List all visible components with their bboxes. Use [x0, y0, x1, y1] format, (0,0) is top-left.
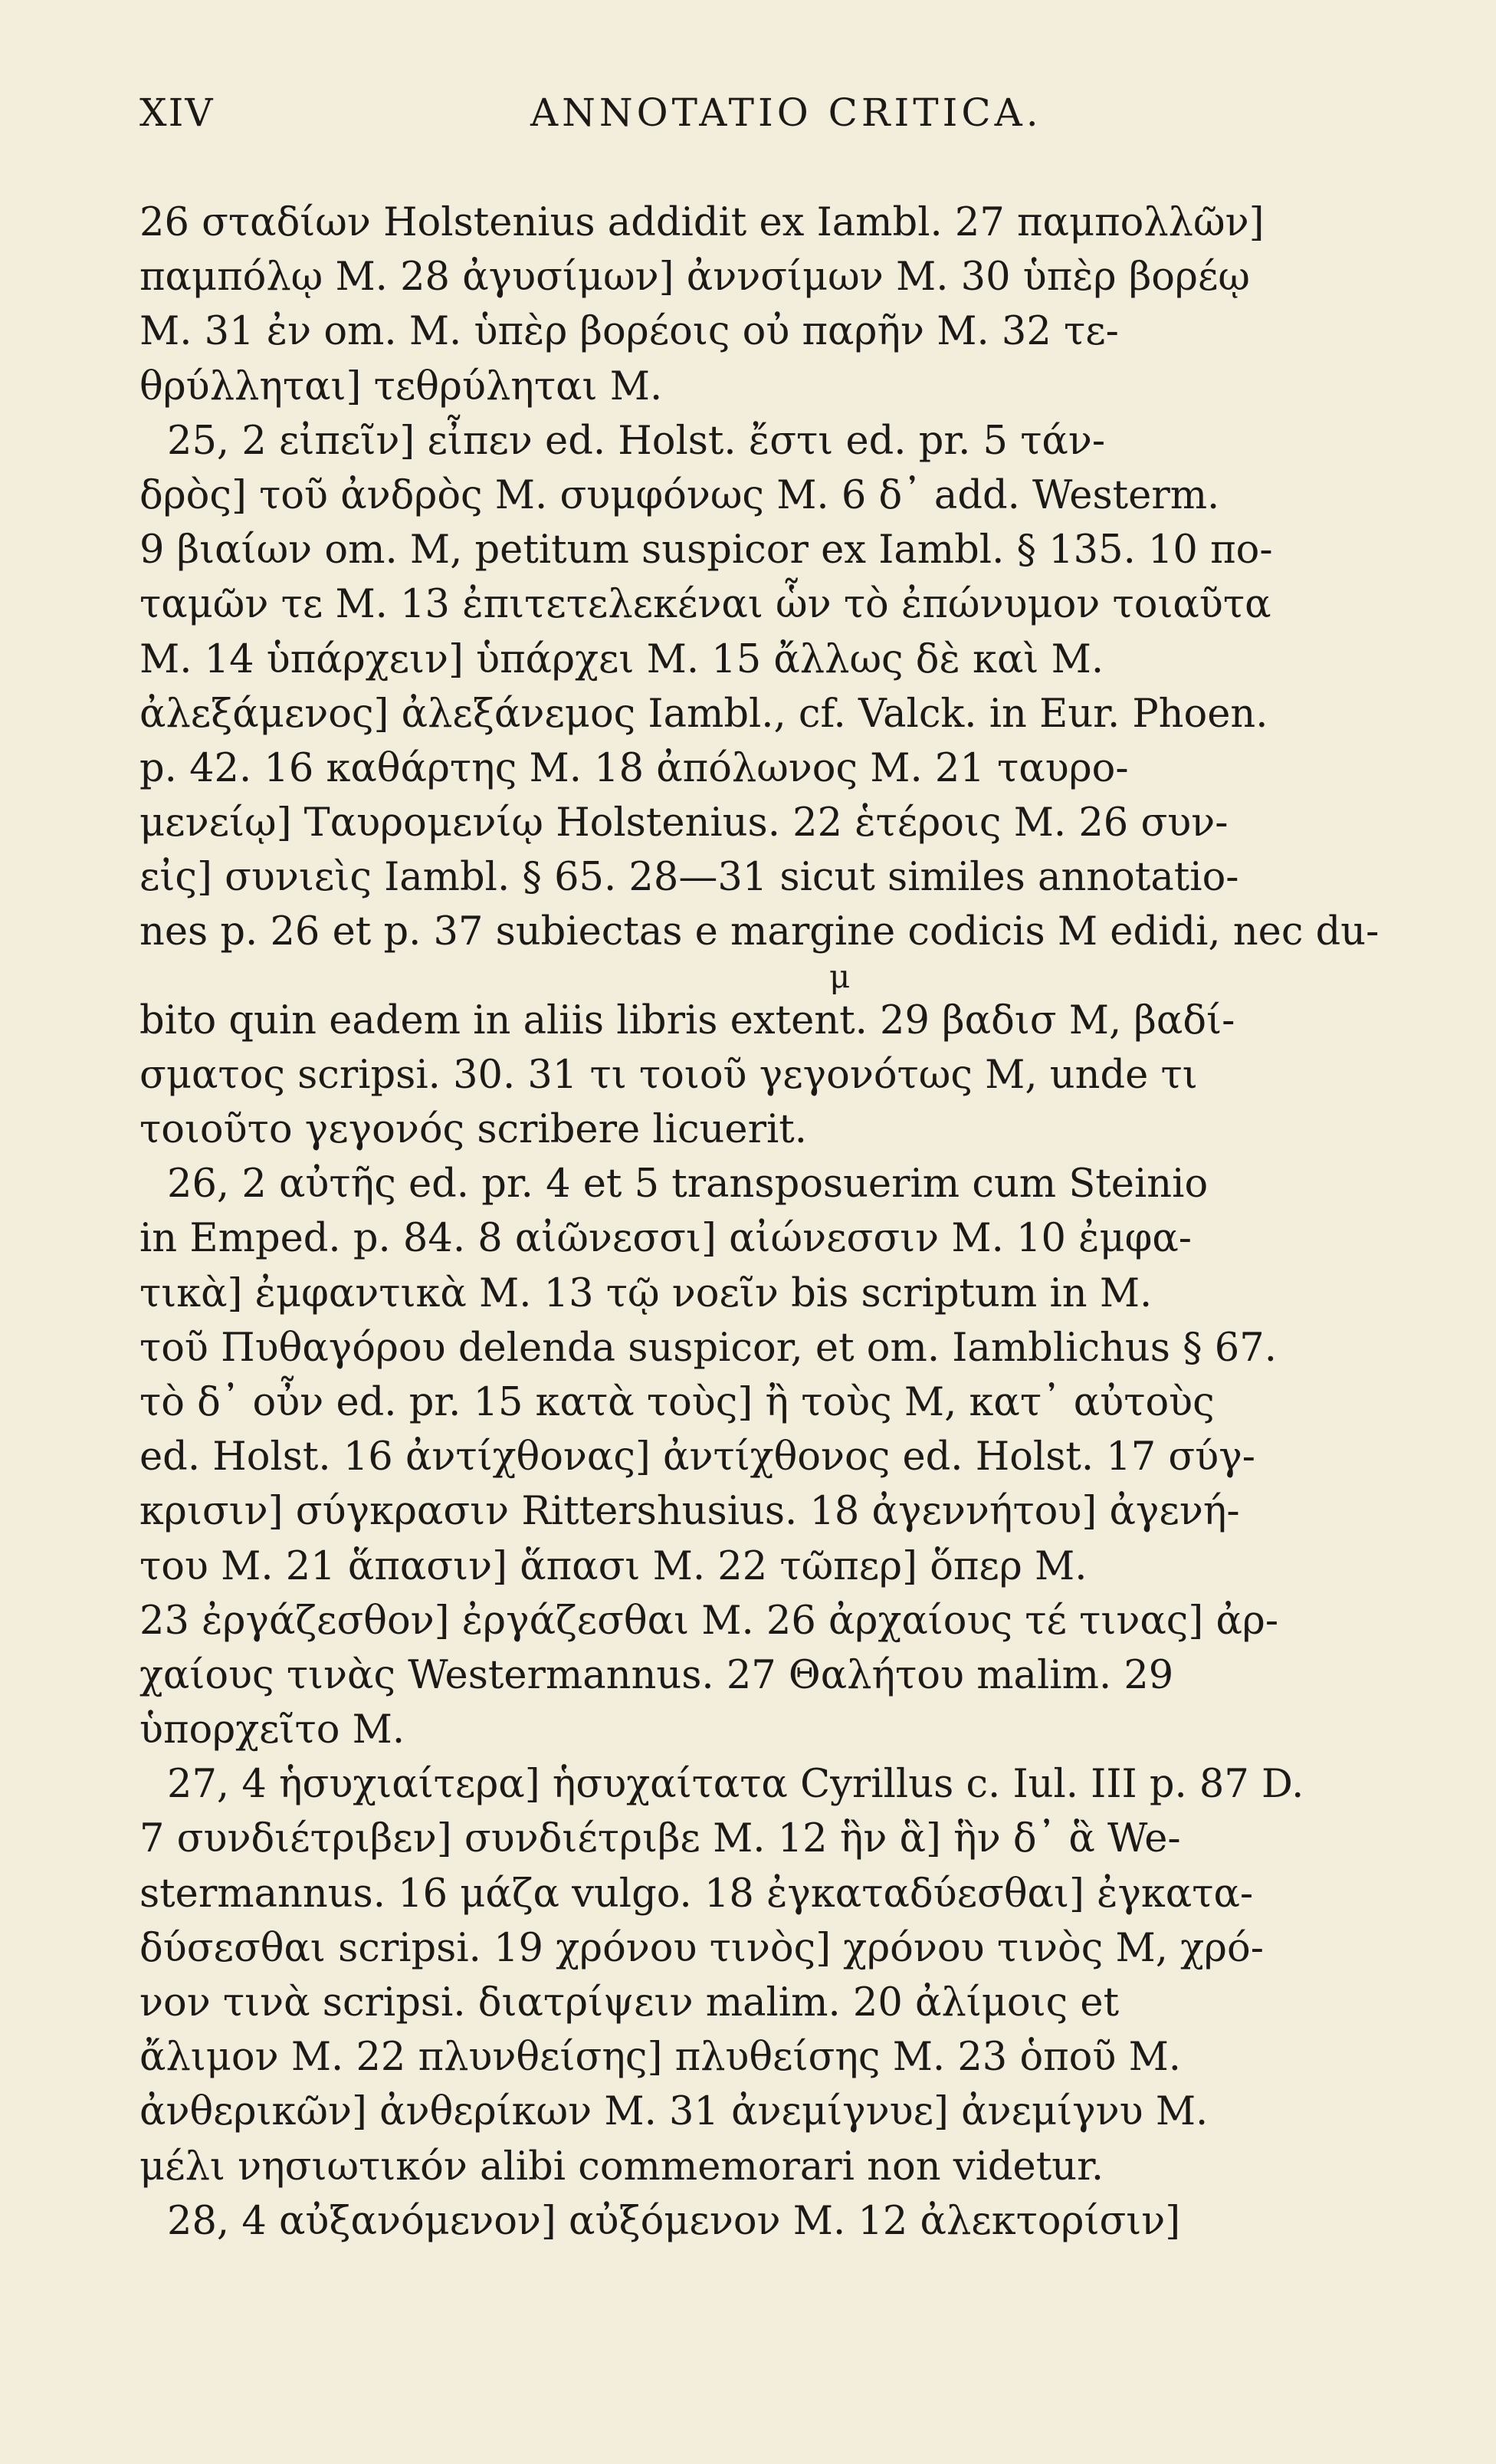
text-line: 23 ἐργάζεσθον] ἐργάζεσθαι M. 26 ἀρχαίους τέ τινας] ἀρ-: [139, 1598, 1279, 1644]
text-line: p. 42. 16 καθάρτης M. 18 ἀπόλωνος M. 21 ταυρο-: [139, 745, 1129, 791]
text-line: in Emped. p. 84. 8 αἰῶνεσσι] αἰώνεσσιν M. 10 ἐμφα-: [139, 1216, 1193, 1262]
text-line: 25, 2 εἰπεῖν] εἶπεν ed. Holst. ἔστι ed. pr. 5 τάν-: [167, 418, 1106, 464]
running-header: [139, 90, 1442, 152]
text-line: bito quin eadem in aliis libris extent. 29 βαδισ M, βαδί-: [139, 997, 1235, 1043]
annotation-text: [139, 195, 1423, 2249]
text-line: ed. Holst. 16 ἀντίχθονας] ἀντίχθονος ed. Holst. 17 σύγ-: [139, 1434, 1255, 1480]
text-line: νον τινὰ scripsi. διατρίψειν malim. 20 ἀλίμοις et: [139, 1980, 1120, 2025]
text-line: nes p. 26 et p. 37 subiectas e margine codicis M edidi, nec du-: [139, 909, 1380, 955]
text-line: μενείῳ] Ταυρομενίῳ Holstenius. 22 ἑτέροις M. 26 συν-: [139, 800, 1229, 846]
page-number: XIV: [139, 90, 215, 135]
text-line: μέλι νησιωτικόν alibi commemorari non videtur.: [139, 2144, 1104, 2190]
text-line: stermannus. 16 μάζα vulgo. 18 ἐγκαταδύεσθαι] ἐγκατα-: [139, 1871, 1254, 1917]
text-line: ταμῶν τε M. 13 ἐπιτετελεκέναι ὧν τὸ ἐπώνυμον τοιαῦτα: [139, 582, 1271, 628]
text-line: τοιοῦτο γεγονός scribere licuerit.: [139, 1107, 807, 1152]
text-line: 28, 4 αὐξανόμενον] αὐξόμενον M. 12 ἀλεκτορίσιν]: [167, 2198, 1181, 2244]
text-line: ἀλεξάμενος] ἀλεξάνεμος Iambl., cf. Valck. in Eur. Phoen.: [139, 691, 1268, 737]
text-line: M. 31 ἐν om. M. ὑπὲρ βορέοις οὐ παρῆν M. 32 τε-: [139, 309, 1119, 355]
text-line: χαίους τινὰς Westermannus. 27 Θαλήτου malim. 29: [139, 1652, 1174, 1698]
text-line: 26 σταδίων Holstenius addidit ex Iambl. 27 παμπολλῶν]: [139, 200, 1265, 245]
superscript-mu: μ: [829, 957, 851, 995]
text-line: τικὰ] ἐμφαντικὰ M. 13 τῷ νοεῖν bis scriptum in M.: [139, 1270, 1153, 1316]
text-line: τὸ δ᾽ οὖν ed. pr. 15 κατὰ τοὺς] ἢ τοὺς M, κατ᾽ αὐτοὺς: [139, 1379, 1215, 1425]
text-line: ἄλιμον M. 22 πλυνθείσης] πλυθείσης M. 23 ὁποῦ M.: [139, 2035, 1182, 2081]
text-line: δρὸς] τοῦ ἀνδρὸς M. συμφόνως M. 6 δ᾽ add. Westerm.: [139, 472, 1220, 518]
running-title: ANNOTATIO CRITICA.: [530, 90, 1042, 135]
text-line: σματος scripsi. 30. 31 τι τοιοῦ γεγονότως M, unde τι: [139, 1052, 1198, 1098]
text-line: τοῦ Πυθαγόρου delenda suspicor, et om. Iamblichus § 67.: [139, 1325, 1277, 1371]
text-line: παμπόλῳ M. 28 ἀγυσίμων] ἀννσίμων M. 30 ὑπὲρ βορέῳ: [139, 255, 1250, 301]
text-line: ὑπορχεῖτο M.: [139, 1707, 405, 1753]
text-line: ἀνθερικῶν] ἀνθερίκων M. 31 ἀνεμίγνυε] ἀνεμίγνυ M.: [139, 2089, 1209, 2135]
text-line: δύσεσθαι scripsi. 19 χρόνου τινὸς] χρόνου τινὸς M, χρό-: [139, 1925, 1264, 1971]
text-line: εἰς] συνιεὶς Iambl. § 65. 28—31 sicut similes annotatio-: [139, 855, 1239, 901]
text-line: θρύλληται] τεθρύληται M.: [139, 363, 663, 409]
text-line: 9 βιαίων om. M, petitum suspicor ex Iambl. § 135. 10 πο-: [139, 527, 1273, 573]
text-line: κρισιν] σύγκρασιν Rittershusius. 18 ἀγεννήτου] ἀγενή-: [139, 1489, 1240, 1535]
text-line: του M. 21 ἅπασιν] ἅπασι M. 22 τῶπερ] ὅπερ M.: [139, 1543, 1088, 1589]
text-line: 26, 2 αὐτῆς ed. pr. 4 et 5 transposuerim cum Steinio: [167, 1161, 1209, 1207]
text-line: 7 συνδιέτριβεν] συνδιέτριβε M. 12 ἣν ἃ] ἣν δ᾽ ἃ We-: [139, 1816, 1181, 1862]
text-line: 27, 4 ἡσυχιαίτερα] ἡσυχαίτατα Cyrillus c. Iul. III p. 87 D.: [167, 1762, 1304, 1808]
text-line: M. 14 ὑπάρχειν] ὑπάρχει M. 15 ἄλλως δὲ καὶ M.: [139, 636, 1104, 682]
